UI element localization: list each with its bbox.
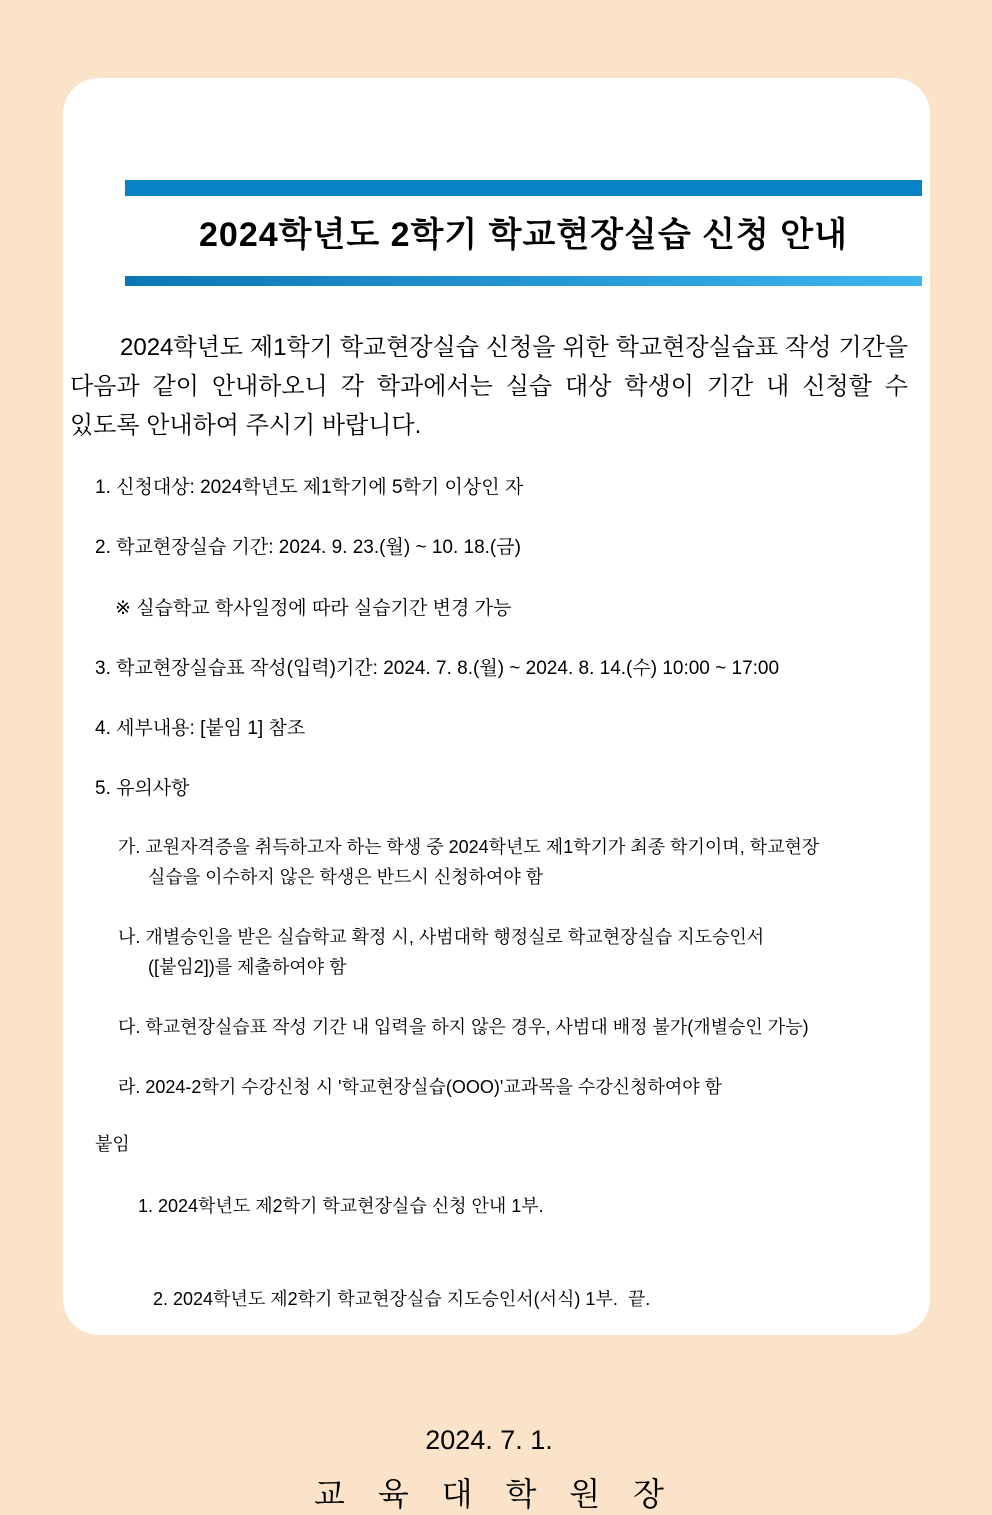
attachment-label: 붙임 — [95, 1134, 130, 1154]
numbered-item-5: 5. 유의사항 — [95, 778, 190, 799]
document-date: 2024. 7. 1. — [425, 1425, 553, 1455]
header-rule-top — [125, 180, 922, 196]
numbered-item-3: 3. 학교현장실습표 작성(입력)기간: 2024. 7. 8.(월) ~ 2024. 8. 14.(수) 10:00 ~ 17:00 — [95, 658, 780, 679]
remark-ga-line-1: 가. 교원자격증을 취득하고자 하는 학생 중 2024학년도 제1학기가 최종 학기이며, 학교현장 — [118, 837, 820, 857]
remark-item-da: 다. 학교현장실습표 작성 기간 내 입력을 하지 않은 경우, 사범대 배정 불가(개별승인 가능) — [118, 1017, 809, 1037]
attachment-lines — [138, 1129, 650, 1377]
notice-header — [125, 180, 922, 286]
attachment-line-2: 2. 2024학년도 제2학기 학교현장실습 지도승인서(서식) 1부. 끝. — [153, 1289, 651, 1309]
numbered-item-2: 2. 학교현장실습 기간: 2024. 9. 23.(월) ~ 10. 18.(금) — [95, 537, 521, 558]
numbered-item-4: 4. 세부내용: [붙임 1] 참조 — [95, 718, 306, 739]
remark-item-na — [118, 922, 908, 982]
notice-body — [70, 328, 908, 1515]
remark-item-ra: 라. 2024-2학기 수강신청 시 '학교현장실습(OOO)'교과목을 수강신청하여야 함 — [118, 1077, 723, 1097]
asterisk-note: ※ 실습학교 학사일정에 따라 실습기간 변경 가능 — [115, 598, 512, 619]
signature-title: 교 육 대 학 원 장 — [314, 1476, 676, 1512]
header-rule-bottom — [125, 276, 922, 286]
remark-na-line-1: 나. 개별승인을 받은 실습학교 확정 시, 사범대학 행정실로 학교현장실습 지도승인서 — [118, 927, 765, 947]
numbered-item-1: 1. 신청대상: 2024학년도 제1학기에 5학기 이상인 자 — [95, 477, 524, 498]
remark-item-ga — [118, 832, 908, 892]
notice-card — [63, 78, 930, 1512]
attachment-line-1: 1. 2024학년도 제2학기 학교현장실습 신청 안내 1부. — [138, 1196, 544, 1216]
remark-na-line-2: ([붙임2])를 제출하여야 함 — [148, 957, 347, 977]
remark-ga-line-2: 실습을 이수하지 않은 학생은 반드시 신청하여야 함 — [148, 867, 544, 887]
page-title: 2024학년도 2학기 학교현장실습 신청 안내 — [199, 216, 848, 254]
attachments-block — [95, 1129, 908, 1377]
intro-paragraph: 2024학년도 제1학기 학교현장실습 신청을 위한 학교현장실습표 작성 기간을 다음과 같이 안내하오니 각 학과에서는 실습 대상 학생이 기간 내 신청할 수 있도록 안내하여 주시기 바랍니다. — [70, 334, 908, 439]
